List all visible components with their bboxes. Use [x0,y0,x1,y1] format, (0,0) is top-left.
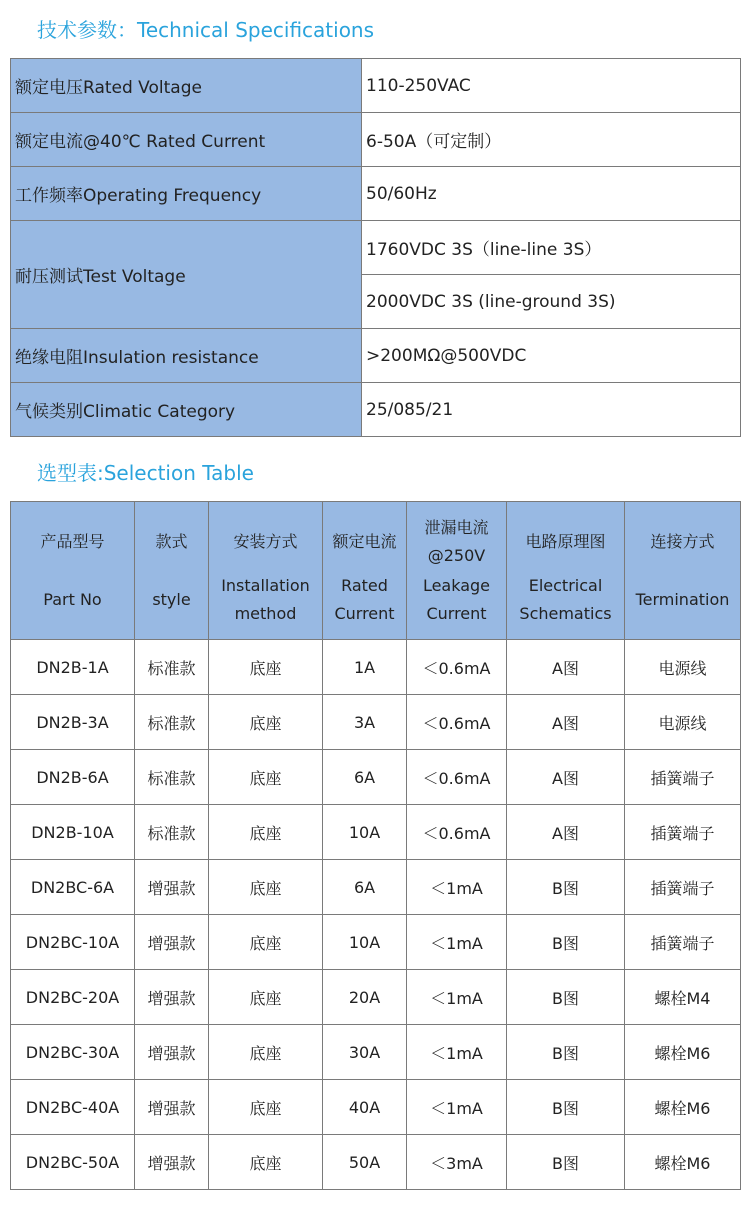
spec-row [11,59,741,113]
spec-row [11,221,741,275]
installation-cell: 底座 [209,915,323,970]
leakage-current-cell: ＜1mA [407,970,507,1025]
header-leakage-current: 泄漏电流 @250V Leakage Current [407,502,507,640]
rated-current-cell: 1A [323,640,407,695]
termination-cell: 螺栓M6 [625,1135,741,1190]
schematic-cell: B图 [507,970,625,1025]
style-cell: 增强款 [135,860,209,915]
style-cell: 标准款 [135,640,209,695]
part-no-cell: DN2BC-6A [11,860,135,915]
installation-cell: 底座 [209,1080,323,1135]
installation-cell: 底座 [209,640,323,695]
rated-current-cell: 6A [323,750,407,805]
leakage-current-cell: ＜0.6mA [407,750,507,805]
spec-value: 6-50A（可定制） [362,113,741,167]
table-row [11,915,741,970]
termination-cell: 插簧端子 [625,805,741,860]
installation-cell: 底座 [209,695,323,750]
spec-row [11,167,741,221]
schematic-cell: A图 [507,750,625,805]
spec-row [11,383,741,437]
part-no-cell: DN2B-1A [11,640,135,695]
spec-row [11,329,741,383]
table-row [11,1135,741,1190]
selection-header-row [11,502,741,640]
leakage-current-cell: ＜0.6mA [407,805,507,860]
selection-section-title: 选型表:Selection Table [37,461,254,485]
termination-cell: 插簧端子 [625,915,741,970]
spec-value: >200MΩ@500VDC [362,329,741,383]
header-part-no: 产品型号 Part No [11,502,135,640]
spec-value: 2000VDC 3S (line-ground 3S) [362,275,741,329]
spec-label: 额定电压Rated Voltage [11,59,362,113]
installation-cell: 底座 [209,970,323,1025]
spec-section-title: 技术参数：Technical Specifications [37,18,375,42]
schematic-cell: B图 [507,1025,625,1080]
rated-current-cell: 30A [323,1025,407,1080]
installation-cell: 底座 [209,860,323,915]
termination-cell: 插簧端子 [625,750,741,805]
part-no-cell: DN2B-3A [11,695,135,750]
installation-cell: 底座 [209,1025,323,1080]
table-row [11,970,741,1025]
spec-label: 绝缘电阻Insulation resistance [11,329,362,383]
schematic-cell: B图 [507,915,625,970]
header-schematics: 电路原理图 Electrical Schematics [507,502,625,640]
spec-value: 50/60Hz [362,167,741,221]
schematic-cell: B图 [507,1080,625,1135]
rated-current-cell: 3A [323,695,407,750]
installation-cell: 底座 [209,750,323,805]
leakage-current-cell: ＜1mA [407,1080,507,1135]
header-installation: 安装方式 Installation method [209,502,323,640]
spec-label: 额定电流@40℃ Rated Current [11,113,362,167]
termination-cell: 螺栓M6 [625,1025,741,1080]
spec-row [11,113,741,167]
header-style: 款式 style [135,502,209,640]
table-row [11,640,741,695]
installation-cell: 底座 [209,805,323,860]
style-cell: 增强款 [135,915,209,970]
rated-current-cell: 40A [323,1080,407,1135]
schematic-cell: A图 [507,695,625,750]
style-cell: 增强款 [135,1025,209,1080]
style-cell: 标准款 [135,805,209,860]
spec-value: 25/085/21 [362,383,741,437]
schematic-cell: A图 [507,640,625,695]
style-cell: 增强款 [135,1135,209,1190]
installation-cell: 底座 [209,1135,323,1190]
spec-label: 工作频率Operating Frequency [11,167,362,221]
leakage-current-cell: ＜3mA [407,1135,507,1190]
termination-cell: 电源线 [625,695,741,750]
termination-cell: 插簧端子 [625,860,741,915]
schematic-cell: A图 [507,805,625,860]
termination-cell: 螺栓M6 [625,1080,741,1135]
part-no-cell: DN2BC-10A [11,915,135,970]
table-row [11,695,741,750]
spec-table [10,58,741,437]
termination-cell: 电源线 [625,640,741,695]
style-cell: 增强款 [135,1080,209,1135]
leakage-current-cell: ＜0.6mA [407,695,507,750]
table-row [11,750,741,805]
part-no-cell: DN2BC-40A [11,1080,135,1135]
part-no-cell: DN2BC-30A [11,1025,135,1080]
part-no-cell: DN2B-6A [11,750,135,805]
style-cell: 标准款 [135,695,209,750]
leakage-current-cell: ＜1mA [407,1025,507,1080]
leakage-current-cell: ＜0.6mA [407,640,507,695]
table-row [11,860,741,915]
rated-current-cell: 50A [323,1135,407,1190]
schematic-cell: B图 [507,1135,625,1190]
header-rated-current: 额定电流 Rated Current [323,502,407,640]
schematic-cell: B图 [507,860,625,915]
leakage-current-cell: ＜1mA [407,860,507,915]
table-row [11,805,741,860]
rated-current-cell: 6A [323,860,407,915]
rated-current-cell: 10A [323,805,407,860]
header-termination: 连接方式 Termination [625,502,741,640]
part-no-cell: DN2B-10A [11,805,135,860]
termination-cell: 螺栓M4 [625,970,741,1025]
table-row [11,1080,741,1135]
selection-table [10,501,741,1190]
spec-value: 1760VDC 3S（line-line 3S） [362,221,741,275]
style-cell: 增强款 [135,970,209,1025]
part-no-cell: DN2BC-20A [11,970,135,1025]
rated-current-cell: 10A [323,915,407,970]
rated-current-cell: 20A [323,970,407,1025]
table-row [11,1025,741,1080]
style-cell: 标准款 [135,750,209,805]
spec-label: 气候类别Climatic Category [11,383,362,437]
leakage-current-cell: ＜1mA [407,915,507,970]
part-no-cell: DN2BC-50A [11,1135,135,1190]
spec-value: 110-250VAC [362,59,741,113]
spec-label: 耐压测试Test Voltage [11,221,362,329]
